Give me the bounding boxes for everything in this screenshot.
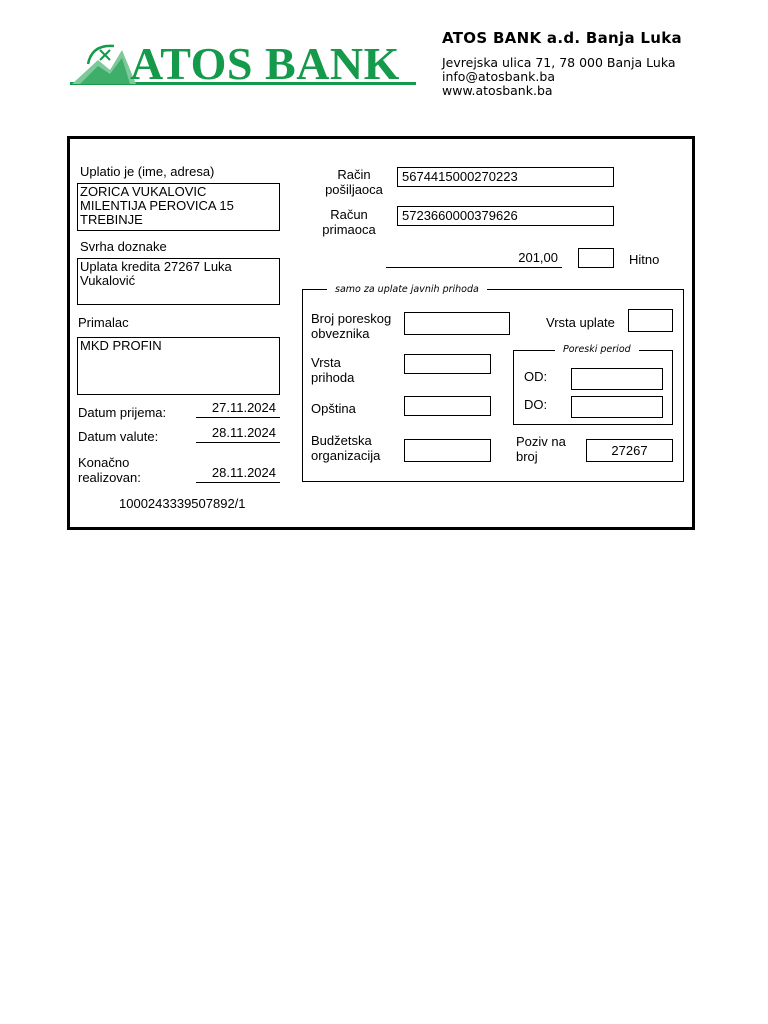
period-from-label: OD: xyxy=(524,369,548,384)
revenue-type-field[interactable] xyxy=(404,354,491,374)
received-date-value[interactable]: 27.11.2024 xyxy=(196,400,280,418)
amount-field[interactable]: 201,00 xyxy=(386,250,562,268)
public-revenue-legend: samo za uplate javnih prihoda xyxy=(327,284,487,295)
municipality-label: Opština xyxy=(311,401,356,416)
payment-type-label: Vrsta uplate xyxy=(546,315,615,330)
payer-label: Uplatio je (ime, adresa) xyxy=(80,164,215,179)
revenue-type-label: Vrsta prihoda xyxy=(311,355,355,385)
municipality-field[interactable] xyxy=(404,396,491,416)
purpose-label: Svrha doznake xyxy=(80,239,167,254)
recipient-label: Primalac xyxy=(78,315,129,330)
tax-payer-number-label: Broj poreskog obveznika xyxy=(311,311,392,341)
payment-type-field[interactable] xyxy=(628,309,673,332)
period-to-field[interactable] xyxy=(571,396,663,418)
period-to-label: DO: xyxy=(524,397,548,412)
bank-email: info@atosbank.ba xyxy=(442,69,555,84)
value-date-value[interactable]: 28.11.2024 xyxy=(196,425,280,443)
received-date-label: Datum prijema: xyxy=(78,405,167,420)
reference-call-field[interactable]: 27267 xyxy=(586,439,673,462)
recipient-account-field[interactable]: 5723660000379626 xyxy=(397,206,614,226)
urgent-label: Hitno xyxy=(629,252,660,267)
finalized-label: Konačno realizovan: xyxy=(78,455,141,485)
finalized-value[interactable]: 28.11.2024 xyxy=(196,465,280,483)
recipient-field[interactable]: MKD PROFIN xyxy=(77,337,280,395)
bank-address: Jevrejska ulica 71, 78 000 Banja Luka xyxy=(442,55,676,70)
logo-text: ATOS BANK xyxy=(130,38,400,89)
bank-name: ATOS BANK a.d. Banja Luka xyxy=(442,29,682,47)
tax-payer-number-field[interactable] xyxy=(404,312,510,335)
reference-number: 1000243339507892/1 xyxy=(119,496,246,511)
reference-call-label: Poziv na broj xyxy=(516,434,566,464)
value-date-label: Datum valute: xyxy=(78,429,159,444)
recipient-account-label: Račun primaoca xyxy=(322,207,376,237)
period-from-field[interactable] xyxy=(571,368,663,390)
urgent-checkbox[interactable] xyxy=(578,248,614,268)
sender-account-field[interactable]: 5674415000270223 xyxy=(397,167,614,187)
bank-website: www.atosbank.ba xyxy=(442,83,553,98)
purpose-field[interactable]: Uplata kredita 27267 Luka Vukalović xyxy=(77,258,280,305)
budget-org-field[interactable] xyxy=(404,439,491,462)
budget-org-label: Budžetska organizacija xyxy=(311,433,381,463)
payer-field[interactable]: ZORICA VUKALOVIC MILENTIJA PEROVICA 15 TREBINJE xyxy=(77,183,280,231)
tax-period-legend: Poreski period xyxy=(555,344,639,355)
sender-account-label: Račin pošiljaoca xyxy=(325,167,383,197)
